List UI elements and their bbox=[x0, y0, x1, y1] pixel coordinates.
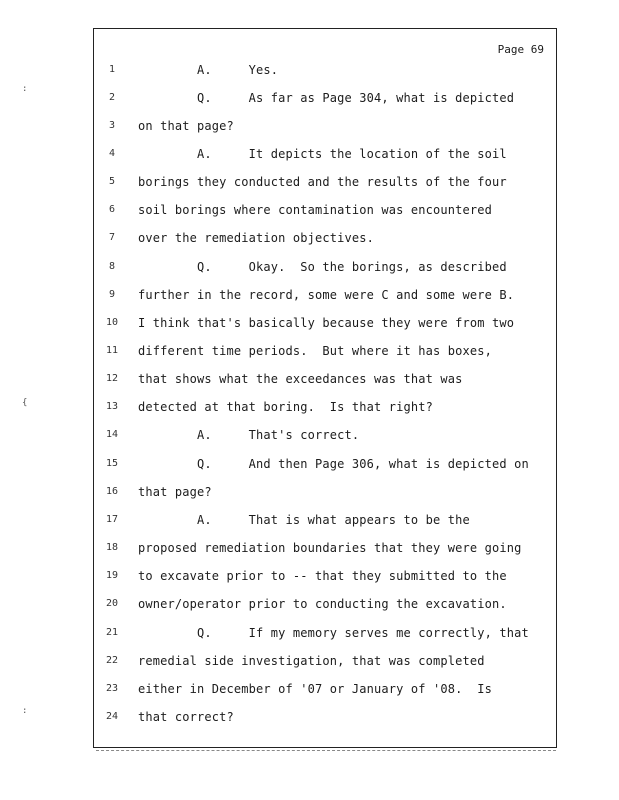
transcript-line: further in the record, some were C and some were B. bbox=[138, 288, 515, 302]
line-number: 8 bbox=[108, 261, 116, 272]
transcript-line: soil borings where contamination was encountered bbox=[138, 203, 492, 217]
transcript-line: Q. If my memory serves me correctly, that bbox=[138, 626, 529, 640]
transcript-line: I think that's basically because they were from two bbox=[138, 316, 515, 330]
line-number: 23 bbox=[105, 683, 119, 694]
transcript-line: remedial side investigation, that was completed bbox=[138, 654, 485, 668]
line-number: 12 bbox=[105, 373, 119, 384]
transcript-line: Q. And then Page 306, what is depicted on bbox=[138, 457, 529, 471]
line-number: 16 bbox=[105, 486, 119, 497]
line-number: 10 bbox=[105, 317, 119, 328]
line-number: 6 bbox=[108, 204, 116, 215]
margin-mark: { bbox=[22, 398, 28, 408]
transcript-line: Q. As far as Page 304, what is depicted bbox=[138, 91, 515, 105]
line-number: 21 bbox=[105, 627, 119, 638]
transcript-line: borings they conducted and the results of the four bbox=[138, 175, 507, 189]
transcript-line: A. Yes. bbox=[138, 63, 279, 77]
transcript-line: A. That is what appears to be the bbox=[138, 513, 470, 527]
line-number: 19 bbox=[105, 570, 119, 581]
line-number: 13 bbox=[105, 401, 119, 412]
transcript-line: on that page? bbox=[138, 119, 234, 133]
line-number: 17 bbox=[105, 514, 119, 525]
page-number-label: Page 69 bbox=[497, 43, 544, 56]
line-number: 9 bbox=[108, 289, 116, 300]
line-number: 3 bbox=[108, 120, 116, 131]
transcript-line: Q. Okay. So the borings, as described bbox=[138, 260, 507, 274]
line-number: 24 bbox=[105, 711, 119, 722]
transcript-line: owner/operator prior to conducting the excavation. bbox=[138, 597, 507, 611]
line-number: 14 bbox=[105, 429, 119, 440]
transcript-line: A. That's correct. bbox=[138, 428, 360, 442]
line-number: 7 bbox=[108, 232, 116, 243]
transcript-line: that correct? bbox=[138, 710, 234, 724]
line-number: 2 bbox=[108, 92, 116, 103]
transcript-line: that page? bbox=[138, 485, 212, 499]
line-number: 15 bbox=[105, 458, 119, 469]
transcript-line: either in December of '07 or January of '08. Is bbox=[138, 682, 492, 696]
line-number: 4 bbox=[108, 148, 116, 159]
scan-artifact-line bbox=[96, 750, 556, 754]
line-number: 20 bbox=[105, 598, 119, 609]
transcript-line: detected at that boring. Is that right? bbox=[138, 400, 433, 414]
line-number: 1 bbox=[108, 64, 116, 75]
transcript-page-frame bbox=[93, 28, 557, 748]
line-number: 11 bbox=[105, 345, 119, 356]
transcript-line: different time periods. But where it has boxes, bbox=[138, 344, 492, 358]
line-number: 18 bbox=[105, 542, 119, 553]
margin-mark: : bbox=[22, 706, 28, 716]
transcript-line: A. It depicts the location of the soil bbox=[138, 147, 507, 161]
line-number: 22 bbox=[105, 655, 119, 666]
transcript-line: that shows what the exceedances was that was bbox=[138, 372, 463, 386]
transcript-line: over the remediation objectives. bbox=[138, 231, 374, 245]
line-number: 5 bbox=[108, 176, 116, 187]
transcript-line: to excavate prior to -- that they submitted to the bbox=[138, 569, 507, 583]
transcript-line: proposed remediation boundaries that they were going bbox=[138, 541, 522, 555]
margin-mark: : bbox=[22, 84, 28, 94]
